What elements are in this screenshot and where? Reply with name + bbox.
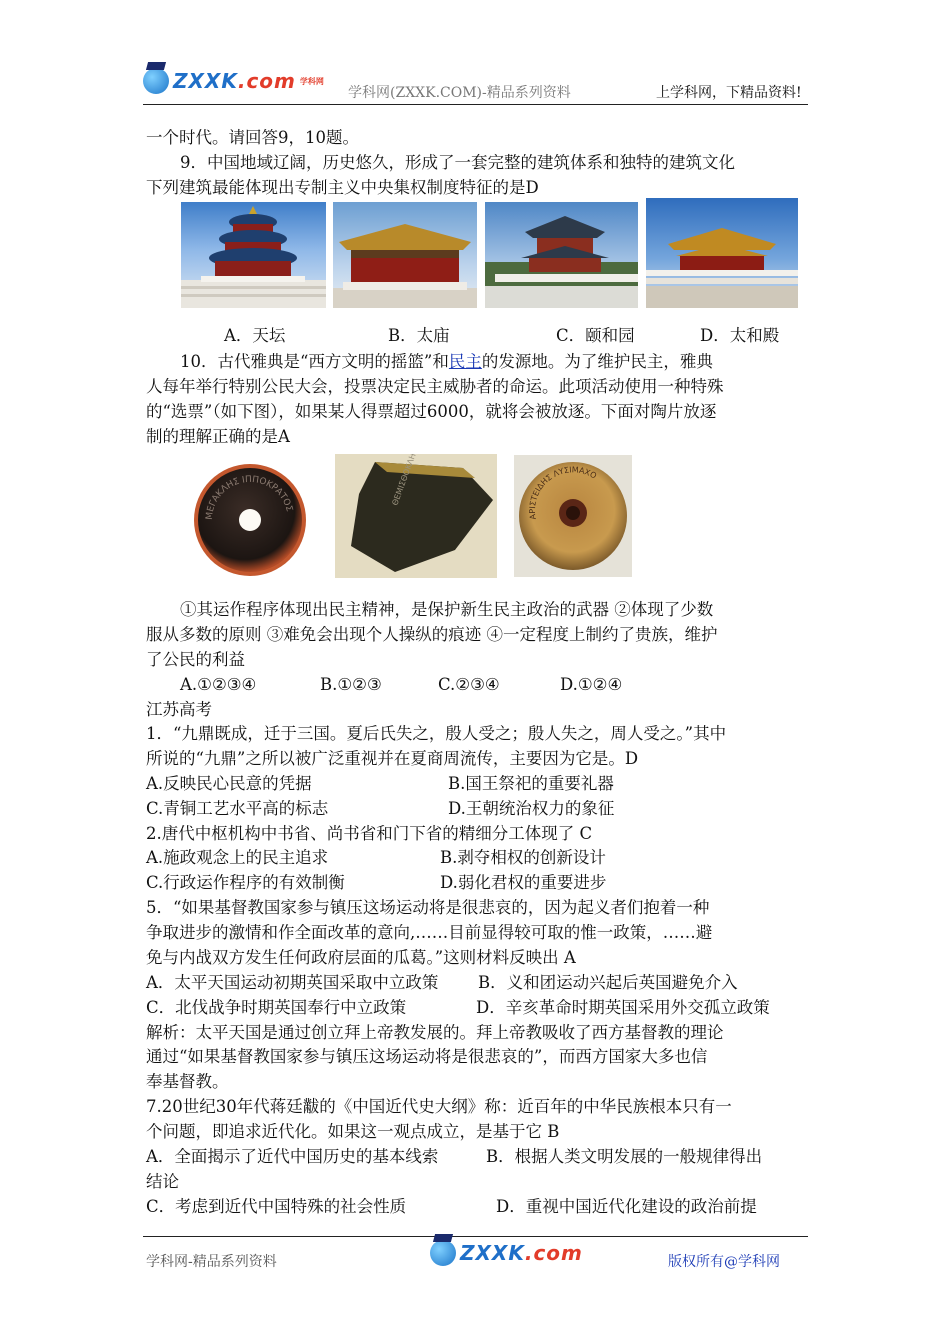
header-center-text: 学科网(ZXXK.COM)-精品系列资料 xyxy=(348,85,571,101)
page-header xyxy=(0,0,950,110)
q9-option-b: B．太庙 xyxy=(388,326,450,345)
j7-option-a: A．全面揭示了近代中国历史的基本线索 xyxy=(146,1147,439,1166)
q10-line-2: 人每年举行特别公民大会，投票决定民主威胁者的命运。此项活动使用一种特殊 xyxy=(146,377,724,396)
j1-option-d: D.王朝统治权力的象征 xyxy=(448,799,615,818)
j5-line-3: 免与内战双方发生任何政府层面的瓜葛。”这则材料反映出 A xyxy=(146,948,576,967)
q9-option-d: D．太和殿 xyxy=(700,326,780,345)
j2-line-1: 2.唐代中枢机构中书省、尚书省和门下省的精细分工体现了 C xyxy=(146,824,593,843)
q10-option-a: A.①②③④ xyxy=(180,675,257,694)
q10-statement-2: 服从多数的原则 ③难免会出现个人操纵的痕迹 ④一定程度上制约了贵族，维护 xyxy=(146,625,718,644)
democracy-link[interactable]: 民主 xyxy=(448,352,482,371)
footer-rule xyxy=(143,1236,808,1237)
ostrakon-disc-image-2 xyxy=(514,455,632,577)
j5-option-d: D．辛亥革命时期英国采用外交孤立政策 xyxy=(476,998,770,1017)
graduation-cap-icon xyxy=(430,1240,456,1266)
j5-option-c: C．北伐战争时期英国奉行中立政策 xyxy=(146,998,407,1017)
footer-logo-text: ZXXK.com xyxy=(460,1241,583,1265)
temple-of-heaven-image xyxy=(181,202,326,308)
j2-option-d: D.弱化君权的重要进步 xyxy=(440,873,607,892)
ostrakon-3-inscription: ΑΡΙΣΤΕΙΔΗΣ ΛΥΣΙΜΑΧΟ xyxy=(527,465,599,521)
j1-option-b: B.国王祭祀的重要礼器 xyxy=(448,774,614,793)
graduation-cap-icon xyxy=(143,68,169,94)
j5-line-1: 5．“如果基督教国家参与镇压这场运动将是很悲哀的，因为起义者们抱着一种 xyxy=(146,898,710,917)
j7-option-b-cont: 结论 xyxy=(146,1172,179,1191)
j1-option-c: C.青铜工艺水平高的标志 xyxy=(146,799,329,818)
q9-option-a: A．天坛 xyxy=(224,326,286,345)
q10-option-d: D.①②④ xyxy=(560,675,623,694)
j2-option-b: B.剥夺相权的创新设计 xyxy=(440,848,606,867)
intro-line: 一个时代。请回答9，10题。 xyxy=(146,128,359,147)
footer-left-text: 学科网-精品系列资料 xyxy=(146,1254,277,1270)
j2-option-c: C.行政运作程序的有效制衡 xyxy=(146,873,345,892)
j5-option-b: B．义和团运动兴起后英国避免介入 xyxy=(478,973,738,992)
j7-line-1: 7.20世纪30年代蒋廷黻的《中国近代史大纲》称：近百年的中华民族根本只有一 xyxy=(146,1097,732,1116)
imperial-ancestral-temple-image xyxy=(333,202,477,308)
q9-line-1: 9．中国地域辽阔，历史悠久，形成了一套完整的建筑体系和独特的建筑文化 xyxy=(180,153,735,172)
j7-line-2: 个问题，即追求近代化。如果这一观点成立，是基于它 B xyxy=(146,1122,560,1141)
logo-small-label: 学科网 xyxy=(299,76,324,86)
j7-option-b: B．根据人类文明发展的一般规律得出 xyxy=(486,1147,763,1166)
ostrakon-shard-image xyxy=(335,454,497,578)
q10-line-4: 制的理解正确的是A xyxy=(146,427,290,446)
footer-copyright-link[interactable]: 版权所有@学科网 xyxy=(668,1254,780,1270)
j5-explanation-2: 通过“如果基督教国家参与镇压这场运动将是很悲哀的”，而西方国家大多也信 xyxy=(146,1047,708,1066)
q10-option-b: B.①②③ xyxy=(320,675,382,694)
ostrakon-1-inscription: ΜΕΓΑΚΛΗΣ ΙΠΠΟΚΡΑΤΟΣ xyxy=(204,474,294,521)
q9-line-2: 下列建筑最能体现出专制主义中央集权制度特征的是D xyxy=(146,178,539,197)
logo-text: ZXXK.com xyxy=(173,69,296,93)
q10-line-1: 10．古代雅典是“西方文明的摇篮”和民主的发源地。为了维护民主，雅典 xyxy=(180,352,713,371)
footer-logo[interactable] xyxy=(430,1240,583,1266)
j5-explanation-1: 解析：太平天国是通过创立拜上帝教发展的。拜上帝教吸收了西方基督教的理论 xyxy=(146,1023,724,1042)
j1-line-2: 所说的“九鼎”之所以被广泛重视并在夏商周流传，主要因为它是。D xyxy=(146,749,639,768)
section-heading-jiangsu: 江苏高考 xyxy=(146,700,212,719)
q10-option-c: C.②③④ xyxy=(438,675,500,694)
header-right-text: 上学科网，下精品资料! xyxy=(656,85,802,101)
j2-option-a: A.施政观念上的民主追求 xyxy=(146,848,329,867)
j7-option-d: D．重视中国近代化建设的政治前提 xyxy=(496,1197,757,1216)
j1-option-a: A.反映民心民意的凭据 xyxy=(146,774,312,793)
header-rule xyxy=(143,104,808,105)
hall-of-supreme-harmony-image xyxy=(646,198,798,308)
j5-line-2: 争取进步的激情和作全面改革的意向,……目前显得较可取的惟一政策，……避 xyxy=(146,923,713,942)
q9-option-c: C．颐和园 xyxy=(556,326,635,345)
ostrakon-disc-image-1 xyxy=(192,460,308,580)
header-logo[interactable] xyxy=(143,68,324,94)
j5-explanation-3: 奉基督教。 xyxy=(146,1072,229,1091)
q10-statement-3: 了公民的利益 xyxy=(146,650,245,669)
summer-palace-image xyxy=(485,202,638,308)
j1-line-1: 1．“九鼎既成，迁于三国。夏后氏失之，殷人受之；殷人失之，周人受之。”其中 xyxy=(146,724,727,743)
q10-statement-1: ①其运作程序体现出民主精神，是保护新生民主政治的武器 ②体现了少数 xyxy=(180,600,714,619)
q10-line-3: 的“选票”（如下图），如果某人得票超过6000，就将会被放逐。下面对陶片放逐 xyxy=(146,402,717,421)
j5-option-a: A．太平天国运动初期英国采取中立政策 xyxy=(146,973,439,992)
j7-option-c: C．考虑到近代中国特殊的社会性质 xyxy=(146,1197,407,1216)
